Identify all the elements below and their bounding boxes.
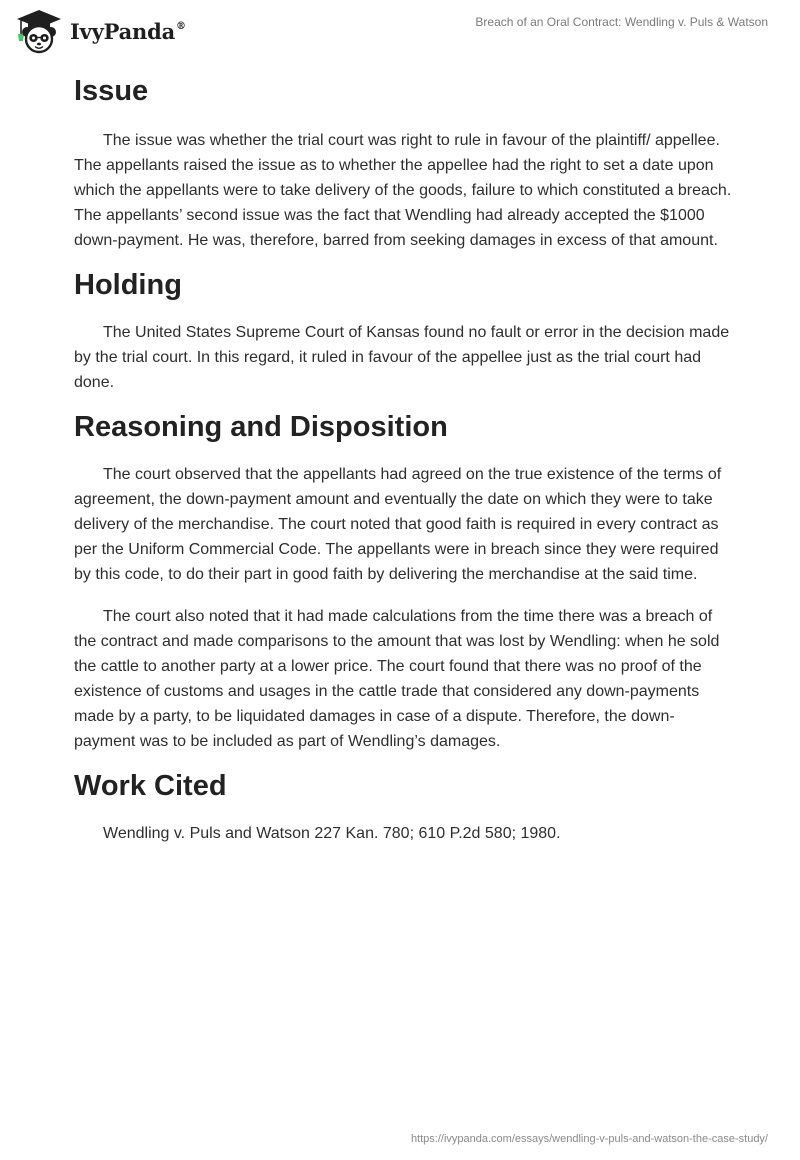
section-holding: [74, 268, 734, 395]
heading-work-cited: Work Cited: [74, 770, 227, 802]
holding-paragraph-1: The United States Supreme Court of Kansas found no fault or error in the decision made by the trial court. In this regard, it ruled in favour of the appellee just as the trial court had done.: [74, 324, 730, 391]
section-issue: [74, 74, 734, 253]
ivypanda-logo[interactable]: [14, 8, 186, 54]
reasoning-paragraph-2: The court also noted that it had made calculations from the time there was a breach of the contract and made comparisons to the amount that was lost by Wendling: when he sold the cattle to another party at a lower price. The court found that there was no proof of the existence of customs and usages in the cattle trade that considered any down-payments made by a party, to be liquidated damages in case of a dispute. Therefore, the down-payment was to be included as part of Wendling’s damages.: [74, 608, 720, 750]
issue-paragraph-1: The issue was whether the trial court was right to rule in favour of the plaintiff/ appellee. The appellants raised the issue as to whether the appellee had the right to set a date upon which the appellants were to take delivery of the goods, failure to which constituted a breach. The appellants’ second issue was the fact that Wendling had already accepted the $1000 down-payment. He was, therefore, barred from seeking damages in excess of that amount.: [74, 132, 732, 249]
page-header: [0, 0, 800, 62]
document-running-title: Breach of an Oral Contract: Wendling v. Puls & Watson: [475, 15, 768, 29]
heading-reasoning: Reasoning and Disposition: [74, 411, 448, 443]
heading-holding: Holding: [74, 269, 182, 301]
heading-issue: Issue: [74, 75, 149, 107]
panda-graduate-icon: [14, 8, 64, 54]
section-reasoning: [74, 410, 734, 754]
section-work-cited: [74, 769, 734, 846]
source-url-link[interactable]: https://ivypanda.com/essays/wendling-v-puls-and-watson-the-case-study/: [410, 1133, 768, 1145]
reasoning-paragraph-1: The court observed that the appellants had agreed on the true existence of the terms of agreement, the down-payment amount and eventually the date on which they were to take delivery of the merchandise. The court noted that good faith is required in every contract as per the Uniform Commercial Code. The appellants were in breach since they were required by this code, to do their part in good faith by delivering the merchandise at the said time.: [74, 466, 722, 583]
citation-entry: Wendling v. Puls and Watson 227 Kan. 780; 610 P.2d 580; 1980.: [103, 825, 561, 842]
brand-name: IvyPanda®: [70, 18, 186, 44]
essay-content: [74, 74, 734, 846]
